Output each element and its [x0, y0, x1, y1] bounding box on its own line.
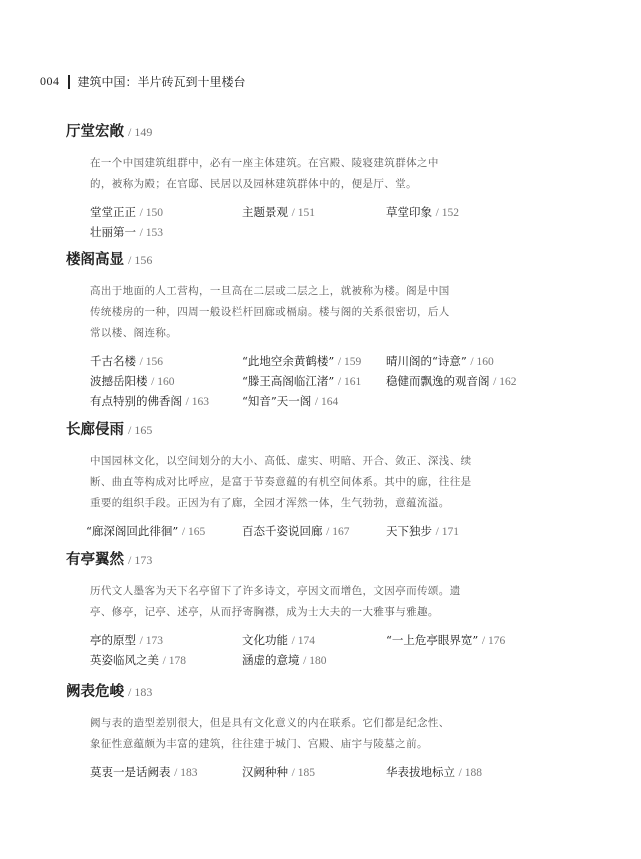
entry-page: / 150	[139, 207, 163, 219]
toc-section	[66, 248, 566, 411]
entry-title: 晴川阁的“诗意”	[386, 354, 467, 368]
entry-title: “滕王高阁临江渚”	[242, 374, 335, 388]
toc-entry[interactable]	[242, 372, 386, 391]
entry-list	[90, 203, 566, 242]
entry-title: 千古名楼	[90, 354, 136, 368]
entry-title: 稳健而飘逸的观音阁	[386, 374, 490, 388]
description-line: 高出于地面的人工营构，一旦高在二层或二层之上，就被称为楼。阁是中国	[90, 285, 450, 297]
section-description	[90, 581, 510, 623]
section-title: 楼阁高显	[66, 252, 124, 268]
entry-title: 英姿临风之美	[90, 653, 159, 667]
entry-title: 亭的原型	[90, 633, 136, 647]
section-page: / 173	[128, 553, 153, 567]
description-line: 历代文人墨客为天下名亭留下了许多诗文，亭因文而增色，文因亭而传颂。遗	[90, 585, 461, 597]
description-line: 象征性意蕴颇为丰富的建筑，往往建于城门、宫殿、庙宇与陵墓之前。	[90, 738, 428, 750]
entry-page: / 185	[291, 767, 315, 779]
page-number: 004	[40, 74, 60, 88]
toc-entry[interactable]	[90, 763, 242, 782]
entry-page: / 164	[314, 396, 339, 408]
section-title: 有亭翼然	[66, 552, 124, 568]
description-line: 断、曲直等构成对比呼应，是富于节奏意蕴的有机空间体系。其中的廊，往往是	[90, 476, 472, 488]
entry-title: 有点特别的佛香阁	[90, 394, 182, 408]
entry-title: 堂堂正正	[90, 205, 136, 219]
entry-page: / 171	[435, 526, 459, 538]
entry-title: 华表拔地标立	[386, 765, 455, 779]
description-line: 传统楼房的一种，四周一般设栏杆回廊或槅扇。楼与阁的关系很密切，后人	[90, 306, 450, 318]
section-description	[90, 713, 510, 755]
entry-list	[86, 522, 566, 541]
entry-page: / 152	[435, 207, 459, 219]
section-page: / 183	[128, 685, 153, 699]
entry-title: 百态千姿说回廊	[242, 524, 323, 538]
toc-entry[interactable]	[386, 763, 546, 782]
entry-page: / 160	[151, 376, 175, 388]
toc-section	[66, 680, 566, 782]
entry-title: 主题景观	[242, 205, 288, 219]
description-line: 中国园林文化，以空间划分的大小、高低、虚实、明暗、开合、敛正、深浅、续	[90, 455, 472, 467]
toc-entry[interactable]	[90, 392, 242, 411]
section-heading[interactable]	[66, 248, 566, 269]
toc-entry[interactable]	[242, 352, 386, 371]
toc-entry[interactable]	[242, 522, 386, 541]
entry-page: / 173	[139, 635, 163, 647]
entry-title: 莫衷一是话阙表	[90, 765, 171, 779]
entry-page: / 180	[303, 655, 327, 667]
entry-title: 文化功能	[242, 633, 288, 647]
toc-entry[interactable]	[386, 203, 546, 222]
toc-entry[interactable]	[242, 631, 386, 650]
section-heading[interactable]	[66, 120, 566, 141]
toc-entry[interactable]	[242, 763, 386, 782]
entry-page: / 151	[291, 207, 315, 219]
entry-page: / 159	[337, 356, 362, 368]
toc-entry[interactable]	[90, 223, 242, 242]
description-line: 的，被称为殿；在官邸、民居以及园林建筑群体中的，便是厅、堂。	[90, 178, 417, 190]
entry-title: “廊深阁回此徘徊”	[86, 524, 179, 538]
entry-page: / 165	[181, 526, 206, 538]
toc-entry[interactable]	[242, 392, 386, 411]
running-header	[40, 73, 246, 90]
toc-entry[interactable]	[90, 203, 242, 222]
toc-entry[interactable]	[242, 203, 386, 222]
toc-entry[interactable]	[90, 372, 242, 391]
entry-title: 壮丽第一	[90, 225, 136, 239]
section-heading[interactable]	[66, 418, 566, 439]
entry-page: / 163	[185, 396, 209, 408]
toc-entry[interactable]	[242, 651, 386, 670]
header-divider	[68, 75, 70, 89]
entry-title: 波撼岳阳楼	[90, 374, 148, 388]
section-description	[90, 153, 510, 195]
section-page: / 149	[128, 125, 153, 139]
entry-page: / 178	[162, 655, 186, 667]
entry-page: / 156	[139, 356, 163, 368]
description-line: 在一个中国建筑组群中，必有一座主体建筑。在宫殿、陵寝建筑群体之中	[90, 157, 439, 169]
entry-list	[90, 763, 566, 782]
section-heading[interactable]	[66, 680, 566, 701]
entry-title: “知音”天一阁	[242, 394, 312, 408]
entry-page: / 160	[470, 356, 494, 368]
entry-page: / 161	[337, 376, 362, 388]
toc-entry[interactable]	[386, 372, 546, 391]
toc-entry[interactable]	[90, 651, 242, 670]
entry-page: / 183	[174, 767, 198, 779]
section-description	[90, 281, 510, 344]
toc-entry[interactable]	[86, 522, 242, 541]
section-page: / 165	[128, 423, 153, 437]
section-title: 阙表危峻	[66, 684, 124, 700]
toc-entry[interactable]	[90, 352, 242, 371]
toc-entry[interactable]	[90, 631, 242, 650]
entry-page: / 188	[458, 767, 482, 779]
entry-page: / 153	[139, 227, 163, 239]
toc-section	[66, 120, 566, 242]
description-line: 常以楼、阁连称。	[90, 327, 178, 339]
section-page: / 156	[128, 253, 153, 267]
toc-section	[66, 418, 566, 541]
entry-title: “一上危亭眼界宽”	[386, 633, 479, 647]
toc-entry[interactable]	[386, 352, 546, 371]
toc-section	[66, 548, 566, 670]
toc-entry[interactable]	[386, 631, 546, 650]
section-title: 厅堂宏敞	[66, 124, 124, 140]
entry-page: / 176	[481, 635, 506, 647]
entry-page: / 167	[326, 526, 350, 538]
toc-entry[interactable]	[386, 522, 546, 541]
entry-list	[90, 631, 566, 670]
entry-title: 汉阙种种	[242, 765, 288, 779]
book-title: 建筑中国：半片砖瓦到十里楼台	[77, 75, 246, 89]
entry-title: 草堂印象	[386, 205, 432, 219]
entry-page: / 162	[493, 376, 517, 388]
section-title: 长廊侵雨	[66, 422, 124, 438]
description-line: 重要的组织手段。正因为有了廊，全园才浑然一体，生气勃勃，意蕴流溢。	[90, 497, 450, 509]
description-line: 阙与表的造型差别很大，但是具有文化意义的内在联系。它们都是纪念性、	[90, 717, 450, 729]
description-line: 亭、修亭，记亭、述亭，从而抒寄胸襟，成为士大夫的一大雅事与雅趣。	[90, 606, 439, 618]
entry-page: / 174	[291, 635, 315, 647]
section-description	[90, 451, 510, 514]
entry-list	[90, 352, 566, 411]
entry-title: 天下独步	[386, 524, 432, 538]
entry-title: 涵虚的意境	[242, 653, 300, 667]
section-heading[interactable]	[66, 548, 566, 569]
entry-title: “此地空余黄鹤楼”	[242, 354, 335, 368]
